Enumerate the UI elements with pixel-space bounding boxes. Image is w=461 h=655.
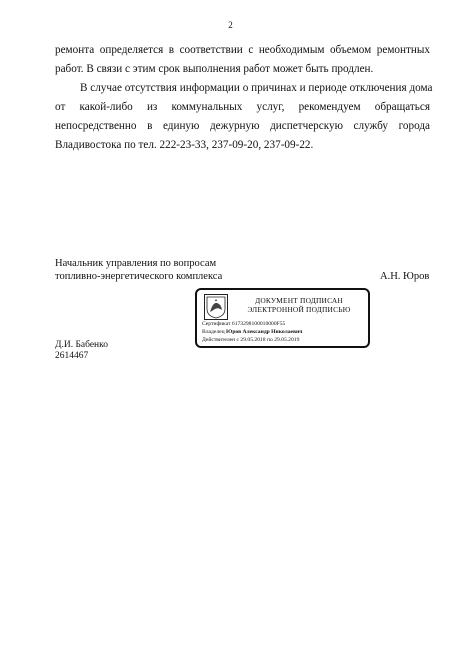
page-number: 2 (228, 20, 233, 30)
stamp-certificate-row (202, 321, 285, 328)
valid-to-label: по (266, 337, 273, 343)
certificate-value: 6173298100010000F55 (231, 321, 286, 327)
body-line-6: Владивостока по тел. 222-23-33, 237-09-20, 237-09-22. (55, 139, 314, 151)
valid-to: 29.05.2019 (274, 337, 300, 343)
body-line-2: работ. В связи с этим срок выполнения работ может быть продлен. (55, 63, 374, 75)
body-line-4: от какой-либо из коммунальных услуг, рекомендуем обращаться (55, 101, 430, 113)
executor-phone: 2614467 (55, 351, 89, 361)
certificate-label: Сертификат (202, 321, 231, 327)
body-line-5: непосредственно в единую дежурную диспетчерскую службу города (55, 120, 430, 132)
owner-value: Юров Александр Николаевич (226, 329, 303, 335)
signer-position-line-1: Начальник управления по вопросам (55, 258, 217, 269)
owner-label: Владелец (202, 329, 225, 335)
stamp-title-line-2: ЭЛЕКТРОННОЙ ПОДПИСЬЮ (247, 305, 351, 314)
valid-from: 29.05.2018 (240, 337, 266, 343)
valid-label: Действителен с (202, 337, 239, 343)
body-line-3: В случае отсутствия информации о причинах и периоде отключения дома (80, 82, 433, 94)
stamp-owner-row (202, 329, 302, 336)
body-line-1: ремонта определяется в соответствии с необходимым объемом ремонтных (55, 44, 430, 56)
stamp-validity-row (202, 337, 299, 344)
stamp-title (233, 296, 365, 314)
coat-of-arms-icon (204, 294, 228, 320)
electronic-signature-stamp (195, 288, 370, 348)
signer-position-line-2: топливно-энергетического комплекса (55, 271, 223, 282)
stamp-title-line-1: ДОКУМЕНТ ПОДПИСАН (255, 296, 343, 305)
signer-name: А.Н. Юров (380, 271, 430, 282)
executor-name: Д.И. Бабенко (55, 340, 109, 350)
